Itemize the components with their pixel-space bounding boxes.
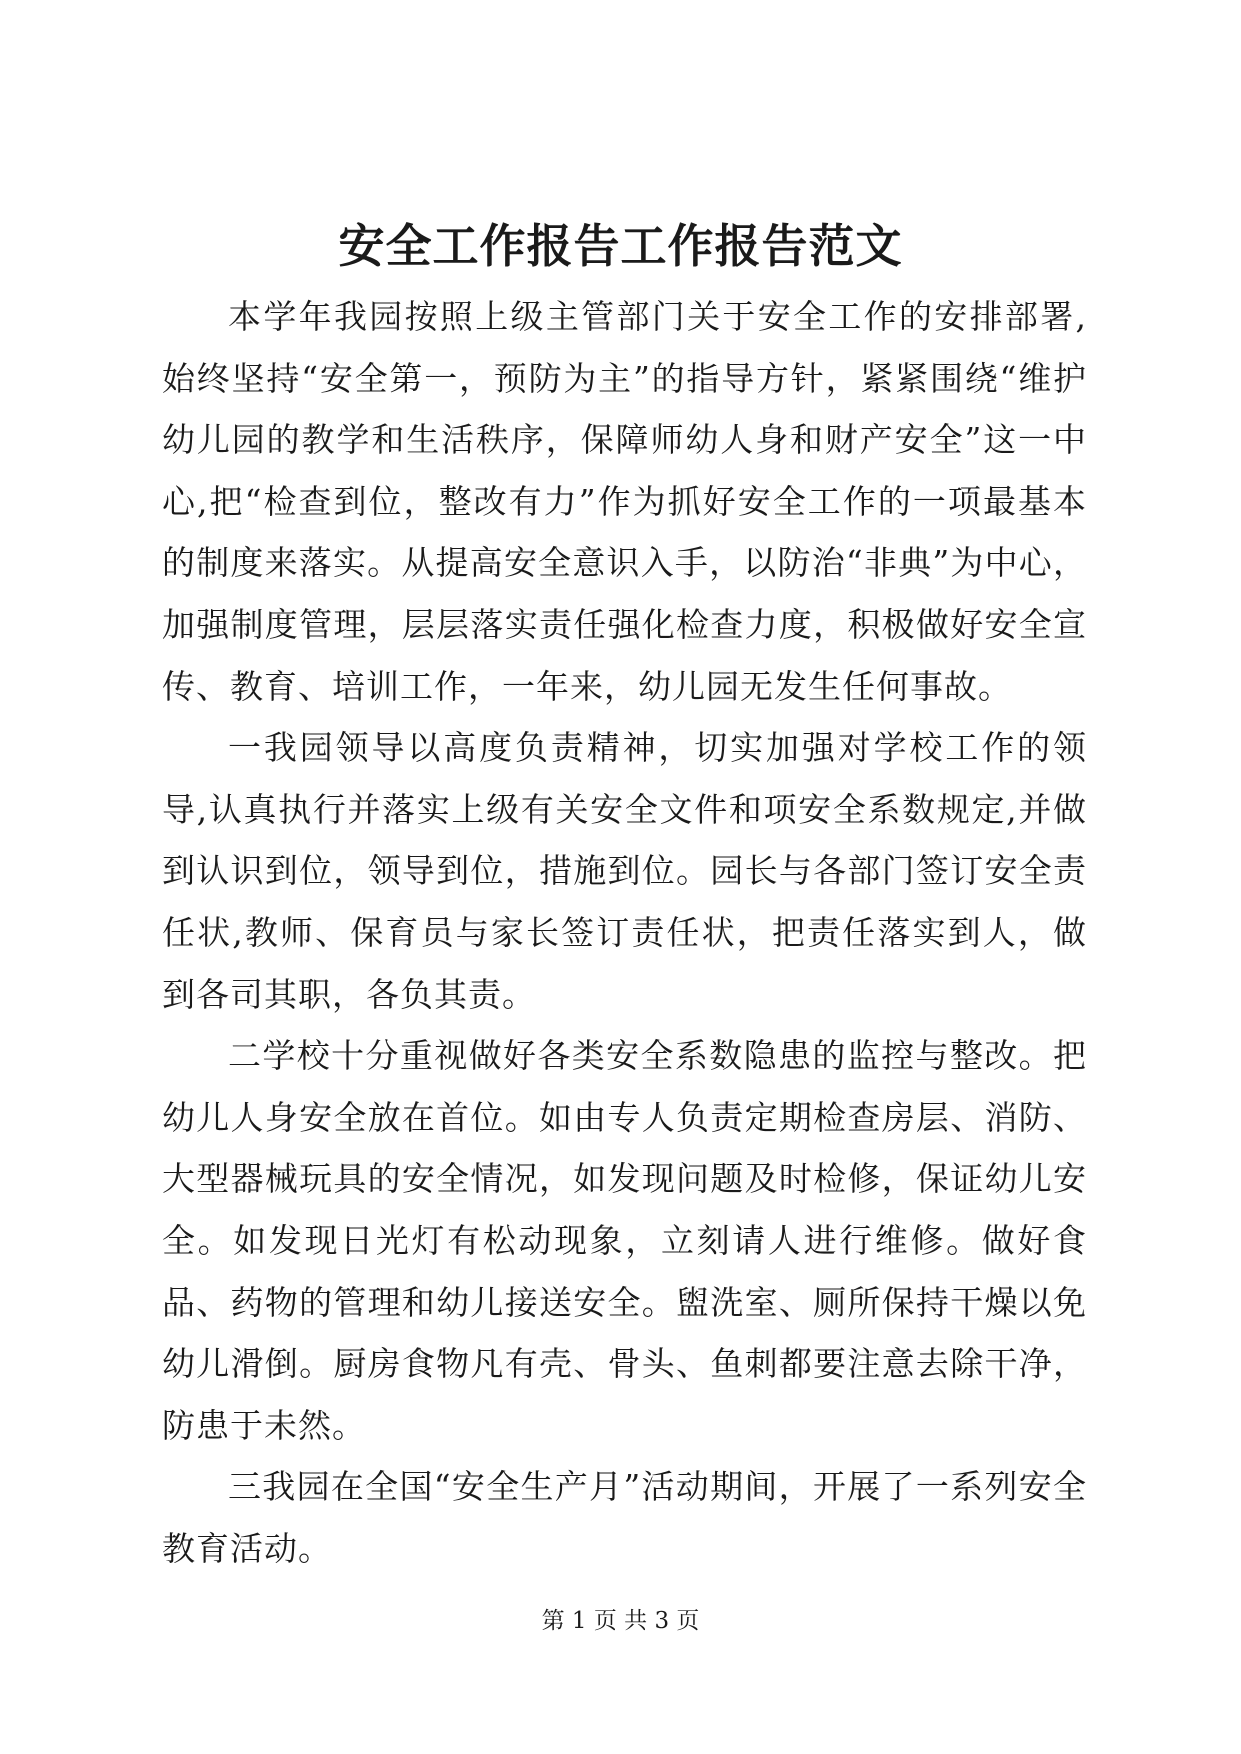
paragraph-three: 三我园在全国“安全生产月”活动期间，开展了一系列安全教育活动。: [162, 1467, 1087, 1568]
document-body: [162, 286, 1087, 1579]
document-title: 安全工作报告工作报告范文: [338, 219, 903, 273]
page-number-footer: 第 1 页 共 3 页: [541, 1608, 700, 1634]
paragraph-intro: 本学年我园按照上级主管部门关于安全工作的安排部署,始终坚持“安全第一，预防为主”的指导方针，紧紧围绕“维护幼儿园的教学和生活秩序，保障师幼人身和财产安全”这一中心,把“检查到位，整改有力”作为抓好安全工作的一项最基本的制度来落实。从提高安全意识入手，以防治“非典”为中心，加强制度管理，层层落实责任强化检查力度，积极做好安全宣传、教育、培训工作，一年来，幼儿园无发生任何事故。: [162, 297, 1087, 706]
paragraph-one: 一我园领导以高度负责精神，切实加强对学校工作的领导,认真执行并落实上级有关安全文件和项安全系数规定,并做到认识到位，领导到位，措施到位。园长与各部门签订安全责任状,教师、保育员与家长签订责任状，把责任落实到人，做到各司其职，各负其责。: [162, 728, 1087, 1014]
paragraph-two: 二学校十分重视做好各类安全系数隐患的监控与整改。把幼儿人身安全放在首位。如由专人负责定期检查房层、消防、大型器械玩具的安全情况，如发现问题及时检修，保证幼儿安全。如发现日光灯有松动现象，立刻请人进行维修。做好食品、药物的管理和幼儿接送安全。盥洗室、厕所保持干燥以免幼儿滑倒。厨房食物凡有壳、骨头、鱼刺都要注意去除干净，防患于未然。: [162, 1036, 1087, 1445]
